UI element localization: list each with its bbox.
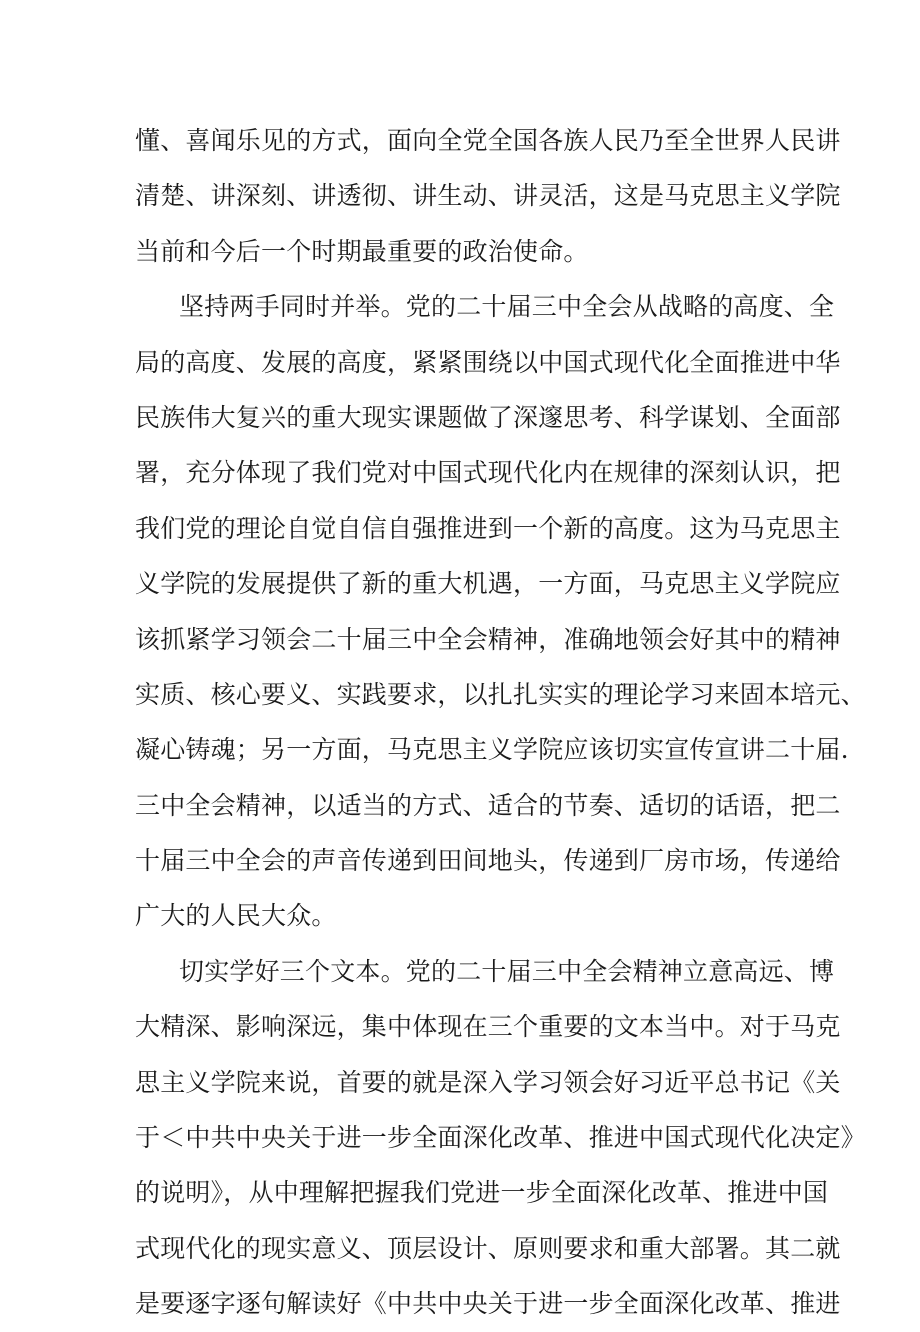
text-line: 我们党的理论自觉自信自强推进到一个新的高度。这为马克思主 xyxy=(135,513,841,543)
paragraph-3 xyxy=(135,944,866,1332)
text-line: 大精深、影响深远，集中体现在三个重要的文本当中。对于马克 xyxy=(135,1012,841,1042)
text-line: 实质、核心要义、实践要求，以扎扎实实的理论学习来固本培元、 xyxy=(135,679,866,709)
text-line: 坚持两手同时并举。党的二十届三中全会从战略的高度、全 xyxy=(179,292,835,322)
text-line: 思主义学院来说，首要的就是深入学习领会好习近平总书记《关 xyxy=(135,1067,841,1097)
text-line: 该抓紧学习领会二十届三中全会精神，准确地领会好其中的精神 xyxy=(135,624,841,654)
text-line: 局的高度、发展的高度，紧紧围绕以中国式现代化全面推进中华 xyxy=(135,347,841,377)
text-line: 于＜中共中央关于进一步全面深化改革、推进中国式现代化决定》 xyxy=(135,1123,866,1153)
text-line: 民族伟大复兴的重大现实课题做了深邃思考、科学谋划、全面部 xyxy=(135,402,841,432)
text-line: 的说明》，从中理解把握我们党进一步全面深化改革、推进中国 xyxy=(135,1178,829,1208)
text-line: 是要逐字逐句解读好《中共中央关于进一步全面深化改革、推进 xyxy=(135,1289,841,1319)
paragraph-1 xyxy=(135,113,841,279)
text-line: 当前和今后一个时期最重要的政治使命。 xyxy=(135,236,589,266)
text-line: 署，充分体现了我们党对中国式现代化内在规律的深刻认识，把 xyxy=(135,458,841,488)
document-body xyxy=(135,113,866,1332)
text-line: 广大的人民大众。 xyxy=(135,901,337,931)
text-line: 十届三中全会的声音传递到田间地头，传递到厂房市场，传递给 xyxy=(135,846,841,876)
text-line: 式现代化的现实意义、顶层设计、原则要求和重大部署。其二就 xyxy=(135,1233,841,1263)
text-line: 懂、喜闻乐见的方式，面向全党全国各族人民乃至全世界人民讲 xyxy=(135,126,841,155)
text-line: 三中全会精神，以适当的方式、适合的节奏、适切的话语，把二 xyxy=(135,790,841,820)
text-line: 凝心铸魂；另一方面，马克思主义学院应该切实宣传宣讲二十届. xyxy=(135,735,849,765)
text-line: 义学院的发展提供了新的重大机遇，一方面，马克思主义学院应 xyxy=(135,569,841,599)
text-line: 清楚、讲深刻、讲透彻、讲生动、讲灵活，这是马克思主义学院 xyxy=(135,181,841,211)
text-line: 切实学好三个文本。党的二十届三中全会精神立意高远、博 xyxy=(179,956,835,986)
paragraph-2 xyxy=(135,279,866,944)
